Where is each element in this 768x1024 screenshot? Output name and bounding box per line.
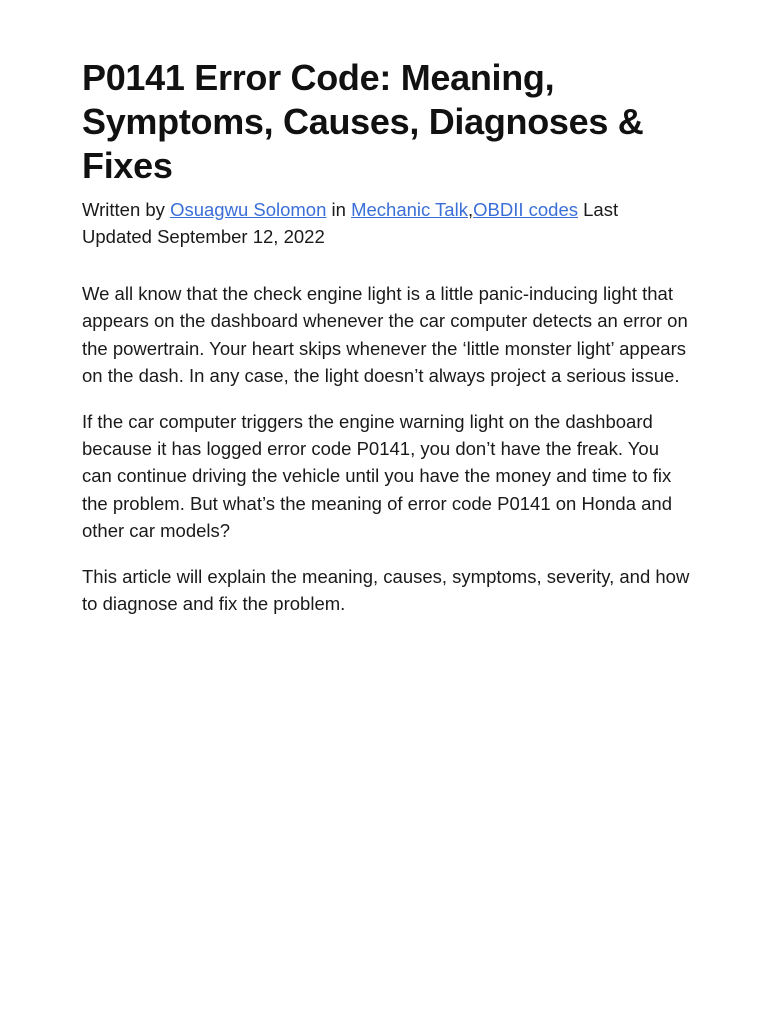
last-updated: Last Updated September 12, 2022 — [82, 199, 619, 247]
author-link[interactable]: Osuagwu Solomon — [170, 199, 327, 220]
category-separator: , — [467, 199, 474, 220]
article-body — [82, 280, 692, 617]
article-meta — [82, 196, 692, 250]
category-link-obdii-codes[interactable]: OBDII codes — [473, 199, 578, 220]
written-by-label: Written by — [82, 199, 165, 220]
paragraph-intro: We all know that the check engine light is a little panic-inducing light that appears on the dashboard whenever the car computer detects an error on the powertrain. Your heart skips whenever the ‘little monster light’ appears on the dash. In any case, the light doesn’t always project a serious issue. — [82, 283, 688, 386]
article — [82, 56, 692, 636]
category-link-mechanic-talk[interactable]: Mechanic Talk — [351, 199, 468, 220]
paragraph-overview: This article will explain the meaning, causes, symptoms, severity, and how to diagnose and fix the problem. — [82, 565, 690, 614]
in-label: in — [331, 199, 346, 220]
paragraph-p0141: If the car computer triggers the engine warning light on the dashboard because it has logged error code P0141, you don’t have the freak. You can continue driving the vehicle until you have the money and time to fix the problem. But what’s the meaning of error code P0141 on Honda and other car models? — [82, 410, 672, 541]
page-title: P0141 Error Code: Meaning, Symptoms, Causes, Diagnoses & Fixes — [82, 57, 644, 186]
